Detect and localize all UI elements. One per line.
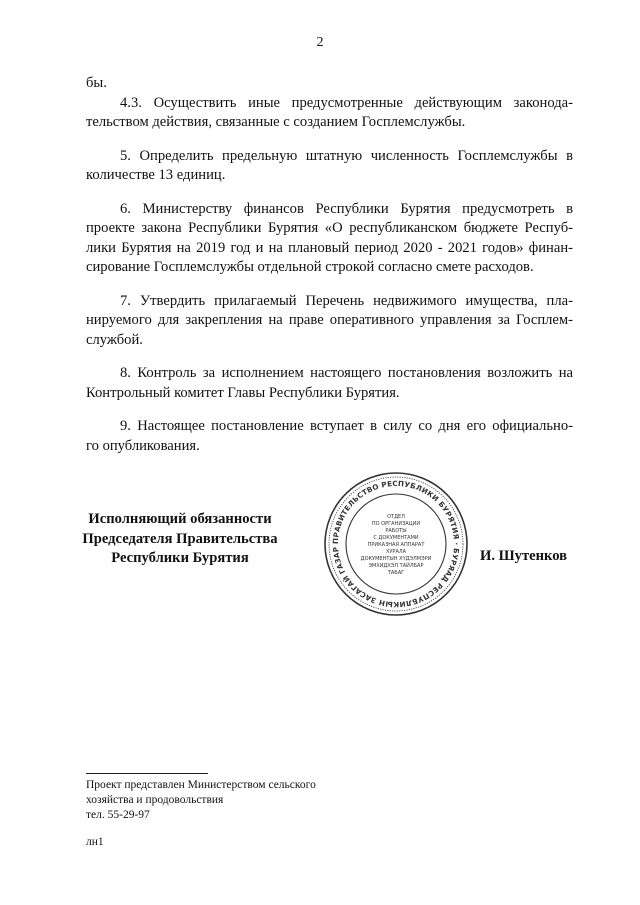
text-line: тельством действия, связанные с созданием Госплемслужбы. bbox=[86, 114, 466, 130]
footnote-line: Проект представлен Министерством сельского bbox=[86, 779, 316, 791]
signatory-title bbox=[80, 510, 280, 569]
signatory-title-line: Исполняющий обязанности bbox=[88, 511, 272, 527]
text-line: 8. Контроль за исполнением настоящего постановления возложить на bbox=[120, 365, 573, 381]
footnote-phone: тел. 55-29-97 bbox=[86, 809, 150, 821]
page-number: 2 bbox=[316, 35, 324, 50]
text-line: бы. bbox=[86, 75, 107, 91]
official-seal-icon bbox=[322, 470, 470, 618]
seal-inner-line: ТАБАГ bbox=[387, 570, 405, 576]
body-text bbox=[86, 74, 573, 456]
seal-inner-line: ОТДЕЛ bbox=[387, 514, 405, 520]
paragraph-9 bbox=[86, 417, 573, 456]
paragraph-6 bbox=[86, 200, 573, 278]
text-line: 4.3. Осуществить иные предусмотренные действующим законода- bbox=[120, 94, 573, 111]
text-line: проекте закона Республики Бурятия «О республиканском бюджете Респуб- bbox=[86, 220, 573, 236]
seal-inner-line: ДОКУМЕНТЫН ХҮДЭЛМЭРИ bbox=[360, 556, 432, 562]
seal-inner-line: ХУРАЛА bbox=[385, 549, 407, 555]
paragraph bbox=[86, 74, 573, 94]
signatory-title-line: Республики Бурятия bbox=[111, 550, 249, 566]
text-line: лики Бурятия на 2019 год и на плановый период 2020 - 2021 годов» финан- bbox=[86, 239, 573, 256]
text-line: нируемого для закрепления на праве оперативного управления за Госплем- bbox=[86, 312, 573, 328]
signatory-title-line: Председателя Правительства bbox=[82, 530, 278, 547]
signatory-name: И. Шутенков bbox=[480, 548, 568, 564]
footnote-divider bbox=[86, 773, 208, 774]
document-code: лн1 bbox=[86, 836, 104, 848]
seal-inner-line: ЭМХИДХЭЛ ТАЙЛБАР bbox=[368, 563, 424, 569]
text-line: 9. Настоящее постановление вступает в силу со дня его официально- bbox=[120, 418, 573, 434]
paragraph-5 bbox=[86, 147, 573, 186]
text-line: службой. bbox=[86, 331, 143, 348]
seal-inner-line: С ДОКУМЕНТАМИ bbox=[373, 535, 419, 541]
paragraph-4-3 bbox=[86, 94, 573, 133]
text-line: количестве 13 единиц. bbox=[86, 167, 226, 183]
paragraph-8 bbox=[86, 364, 573, 403]
text-line: 7. Утвердить прилагаемый Перечень недвижимого имущества, пла- bbox=[120, 292, 573, 309]
footnote bbox=[86, 778, 316, 823]
seal-ring-text: ПРАВИТЕЛЬСТВО РЕСПУБЛИКИ БУРЯТИЯ · БУРЯАД РЕСПУБЛИКЫН ЗАСАГАЙ ГАЗАР bbox=[330, 478, 462, 610]
footnote-line: хозяйства и продовольствия bbox=[86, 794, 224, 806]
seal-inner-line: РАБОТЫ bbox=[385, 528, 407, 534]
paragraph-7 bbox=[86, 292, 573, 351]
text-line: 5. Определить предельную штатную численность Госплемслужбы в bbox=[120, 147, 573, 164]
seal-inner-line: ПРИКАЗНАЯ АППАРАТ bbox=[367, 542, 425, 548]
text-line: 6. Министерству финансов Республики Бурятия предусмотреть в bbox=[120, 200, 573, 217]
seal-inner-line: ПО ОРГАНИЗАЦИИ bbox=[371, 521, 421, 527]
text-line: го опубликования. bbox=[86, 437, 200, 454]
text-line: Контрольный комитет Главы Республики Бурятия. bbox=[86, 384, 400, 401]
text-line: сирование Госплемслужбы отдельной строкой согласно смете расходов. bbox=[86, 259, 534, 275]
